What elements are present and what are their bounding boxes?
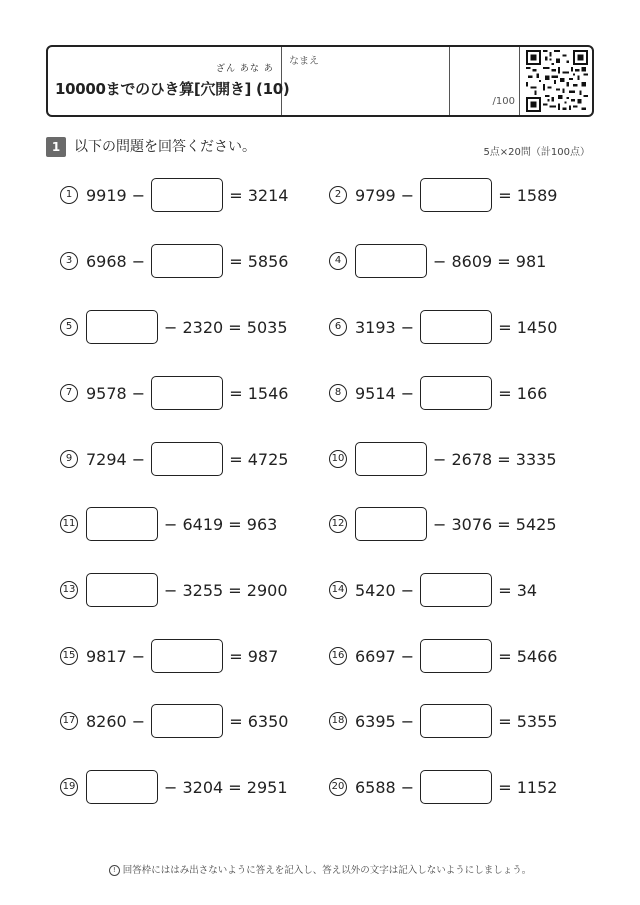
answer-box[interactable] bbox=[420, 310, 492, 344]
problem-result: − 2320 = 5035 bbox=[164, 317, 288, 337]
problem-14 bbox=[329, 572, 537, 608]
problem-number: 11 bbox=[60, 515, 78, 533]
problem-16 bbox=[329, 638, 557, 674]
answer-box[interactable] bbox=[420, 639, 492, 673]
problem-8 bbox=[329, 375, 547, 411]
answer-box[interactable] bbox=[355, 507, 427, 541]
problem-minuend: 9514 − bbox=[355, 383, 415, 403]
question-number-badge: 1 bbox=[46, 137, 66, 157]
problem-result: − 3255 = 2900 bbox=[164, 580, 288, 600]
problem-result: = 5856 bbox=[229, 251, 289, 271]
problem-number: 16 bbox=[329, 647, 347, 665]
problem-18 bbox=[329, 703, 557, 739]
answer-box[interactable] bbox=[420, 770, 492, 804]
problem-19 bbox=[60, 769, 288, 805]
problem-number: 4 bbox=[329, 252, 347, 270]
problem-minuend: 6588 − bbox=[355, 777, 415, 797]
problem-result: = 3214 bbox=[229, 185, 289, 205]
problem-15 bbox=[60, 638, 278, 674]
instruction-text: 以下の問題を回答ください。 bbox=[74, 139, 256, 155]
page-title: 10000までのひき算[穴開き] (10) bbox=[55, 80, 290, 98]
problem-number: 19 bbox=[60, 778, 78, 796]
footer-note bbox=[0, 862, 640, 876]
problem-result: = 1152 bbox=[498, 777, 558, 797]
problem-20 bbox=[329, 769, 557, 805]
problem-minuend: 9817 − bbox=[86, 646, 146, 666]
answer-box[interactable] bbox=[86, 310, 158, 344]
problem-result: = 166 bbox=[498, 383, 548, 403]
problem-minuend: 3193 − bbox=[355, 317, 415, 337]
problem-minuend: 8260 − bbox=[86, 711, 146, 731]
problem-1 bbox=[60, 177, 288, 213]
problem-result: = 1546 bbox=[229, 383, 289, 403]
answer-box[interactable] bbox=[151, 704, 223, 738]
worksheet-header bbox=[46, 45, 594, 117]
problem-6 bbox=[329, 309, 557, 345]
problem-minuend: 5420 − bbox=[355, 580, 415, 600]
problem-result: − 3204 = 2951 bbox=[164, 777, 288, 797]
problem-number: 18 bbox=[329, 712, 347, 730]
answer-box[interactable] bbox=[355, 244, 427, 278]
problem-result: = 5355 bbox=[498, 711, 558, 731]
answer-box[interactable] bbox=[151, 442, 223, 476]
problem-result: = 987 bbox=[229, 646, 279, 666]
problem-5 bbox=[60, 309, 288, 345]
answer-box[interactable] bbox=[420, 704, 492, 738]
answer-box[interactable] bbox=[420, 178, 492, 212]
score-label: /100 bbox=[492, 96, 515, 107]
answer-box[interactable] bbox=[420, 376, 492, 410]
answer-box[interactable] bbox=[151, 376, 223, 410]
problem-result: − 2678 = 3335 bbox=[433, 449, 557, 469]
problem-minuend: 6697 − bbox=[355, 646, 415, 666]
problem-result: − 8609 = 981 bbox=[433, 251, 547, 271]
problem-9 bbox=[60, 441, 288, 477]
problem-minuend: 7294 − bbox=[86, 449, 146, 469]
title-ruby: ざん あな あ bbox=[216, 64, 274, 74]
problem-number: 3 bbox=[60, 252, 78, 270]
qr-code-icon bbox=[526, 50, 588, 112]
problem-number: 1 bbox=[60, 186, 78, 204]
problem-result: = 4725 bbox=[229, 449, 289, 469]
answer-box[interactable] bbox=[151, 244, 223, 278]
problem-number: 14 bbox=[329, 581, 347, 599]
problem-3 bbox=[60, 243, 288, 279]
problem-number: 5 bbox=[60, 318, 78, 336]
problem-minuend: 6968 − bbox=[86, 251, 146, 271]
problem-number: 12 bbox=[329, 515, 347, 533]
problem-4 bbox=[329, 243, 546, 279]
problem-number: 10 bbox=[329, 450, 347, 468]
problem-11 bbox=[60, 506, 277, 542]
answer-box[interactable] bbox=[151, 639, 223, 673]
answer-box[interactable] bbox=[420, 573, 492, 607]
name-field[interactable] bbox=[281, 47, 450, 115]
problem-number: 20 bbox=[329, 778, 347, 796]
problem-number: 8 bbox=[329, 384, 347, 402]
answer-box[interactable] bbox=[86, 507, 158, 541]
problem-number: 7 bbox=[60, 384, 78, 402]
answer-box[interactable] bbox=[86, 770, 158, 804]
problem-12 bbox=[329, 506, 557, 542]
problem-result: − 3076 = 5425 bbox=[433, 514, 557, 534]
footer-text: 回答枠にははみ出さないように答えを記入し、答え以外の文字は記入しないようにしましょう。 bbox=[122, 865, 532, 876]
problem-number: 6 bbox=[329, 318, 347, 336]
title-cell bbox=[48, 47, 290, 115]
problem-minuend: 6395 − bbox=[355, 711, 415, 731]
problem-17 bbox=[60, 703, 288, 739]
problem-result: = 34 bbox=[498, 580, 538, 600]
problem-result: = 1450 bbox=[498, 317, 558, 337]
problem-10 bbox=[329, 441, 557, 477]
problem-13 bbox=[60, 572, 288, 608]
problem-7 bbox=[60, 375, 288, 411]
problem-2 bbox=[329, 177, 557, 213]
name-label: なまえ bbox=[289, 56, 319, 67]
problem-result: = 1589 bbox=[498, 185, 558, 205]
info-icon: ! bbox=[109, 865, 120, 876]
answer-box[interactable] bbox=[86, 573, 158, 607]
problem-minuend: 9919 − bbox=[86, 185, 146, 205]
answer-box[interactable] bbox=[151, 178, 223, 212]
problem-number: 13 bbox=[60, 581, 78, 599]
problem-number: 15 bbox=[60, 647, 78, 665]
points-note: 5点×20問（計100点） bbox=[483, 147, 590, 158]
problem-result: = 6350 bbox=[229, 711, 289, 731]
problem-number: 2 bbox=[329, 186, 347, 204]
problem-minuend: 9578 − bbox=[86, 383, 146, 403]
problem-number: 17 bbox=[60, 712, 78, 730]
answer-box[interactable] bbox=[355, 442, 427, 476]
problem-minuend: 9799 − bbox=[355, 185, 415, 205]
problem-result: = 5466 bbox=[498, 646, 558, 666]
score-field[interactable] bbox=[449, 47, 520, 115]
problem-number: 9 bbox=[60, 450, 78, 468]
problem-result: − 6419 = 963 bbox=[164, 514, 278, 534]
